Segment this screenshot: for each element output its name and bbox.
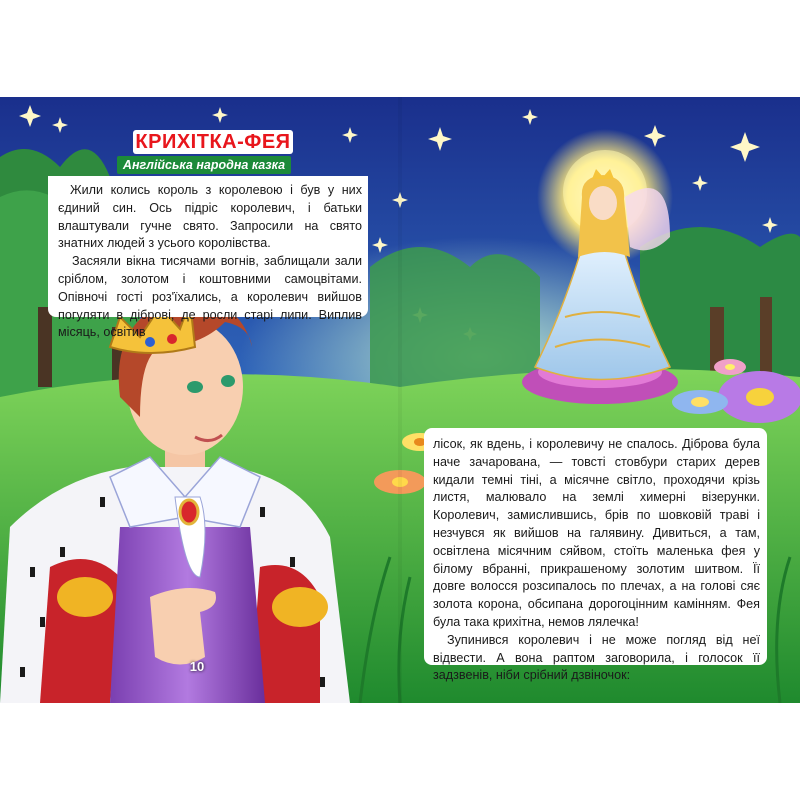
paragraph: Зупинився королевич і не може погляд від неї відвести. А вона раптом заговорила, і голосок її задзвенів, ніби срібний дзвіночок: xyxy=(433,632,760,683)
upper-text-box xyxy=(48,176,368,340)
book-gutter xyxy=(398,97,402,703)
flower-icon xyxy=(718,371,800,423)
flower-icon xyxy=(714,359,746,375)
paragraph: лісок, як вдень, і королевичу не спалось. Діброва була наче зачарована, — товсті стовбури старих дерев кидали темні тіні, а місячне світло, проходячи крізь листя, малювало на землі химерні візерунки. Королевич, замислившись, брів по шовковій траві і незчувся як вийшов на галявину. Дивиться, а там, освітлена місячним сяйвом, стоїть маленька фея у білому вбранні, прикрашеному золотим шитвом. Її довге волосся розсипалось по плечах, а на голові сяє золота корона, обсипана дорогоцінним камінням. Фея була така крихітна, немов лялечка! xyxy=(433,437,760,629)
paragraph: Засяяли вікна тисячами вогнів, заблищали зали сріблом, золотом і коштовними самоцвітами. Опівночі гості роз'їхались, а королевич вийшов погуляти в діброві, де росли старі липи. Виплив місяць, освітив xyxy=(58,254,362,340)
story-subtitle: Англійська народна казка xyxy=(117,156,291,174)
tree-trunk xyxy=(38,307,52,387)
fairy-face xyxy=(589,186,617,220)
jewel-brooch xyxy=(180,500,198,524)
page-number: 10 xyxy=(189,659,205,674)
paragraph: Жили колись король з королевою і був у них єдиний син. Ось підріс королевич, і батьки влаштували гучне свято. Запросили на свято знатних людей з усього королівства. xyxy=(58,183,362,251)
lower-text-box xyxy=(424,428,767,683)
flower-icon xyxy=(672,390,728,414)
story-title: КРИХІТКА-ФЕЯ xyxy=(133,130,293,154)
